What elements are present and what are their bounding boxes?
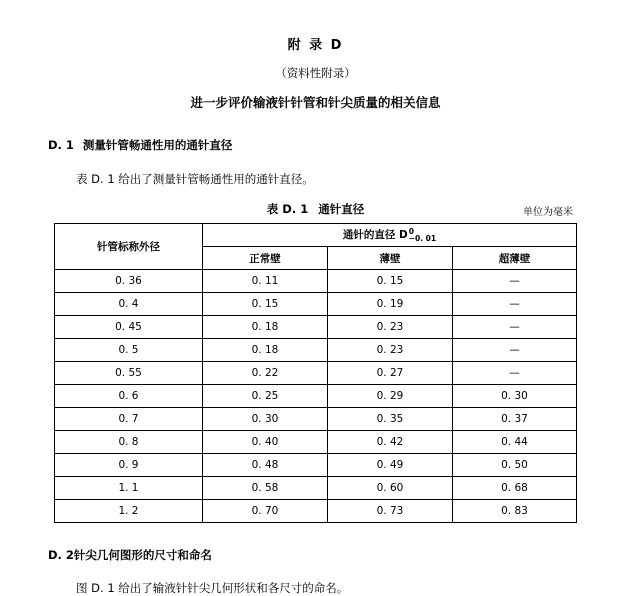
cell-nominal: 0. 7 [54, 408, 202, 431]
cell-normal: 0. 30 [202, 408, 327, 431]
clause-d2-number: D. 2 [48, 548, 74, 562]
cell-thin: 0. 23 [327, 339, 452, 362]
clause-d1-title: 测量针管畅通性用的通针直径 [82, 138, 233, 152]
cell-nominal: 0. 4 [54, 293, 202, 316]
cell-extra-thin: 0. 83 [452, 500, 576, 523]
clause-d1-number: D. 1 [48, 138, 74, 152]
table-header-row-1 [54, 224, 576, 247]
cell-extra-thin: — [452, 316, 576, 339]
cell-thin: 0. 29 [327, 385, 452, 408]
cell-normal: 0. 70 [202, 500, 327, 523]
table-row [54, 454, 576, 477]
cell-normal: 0. 11 [202, 270, 327, 293]
table-row [54, 500, 576, 523]
cell-thin: 0. 19 [327, 293, 452, 316]
header-thin-wall: 薄壁 [327, 247, 452, 270]
table-row [54, 293, 576, 316]
paragraph-d1: 表 D. 1 给出了测量针管畅通性用的通针直径。 [76, 172, 314, 186]
cell-normal: 0. 48 [202, 454, 327, 477]
table-row [54, 385, 576, 408]
cell-thin: 0. 15 [327, 270, 452, 293]
cell-thin: 0. 60 [327, 477, 452, 500]
cell-thin: 0. 49 [327, 454, 452, 477]
cell-nominal: 1. 2 [54, 500, 202, 523]
cell-extra-thin: 0. 68 [452, 477, 576, 500]
cell-extra-thin: — [452, 362, 576, 385]
cell-thin: 0. 42 [327, 431, 452, 454]
table-row [54, 431, 576, 454]
cell-normal: 0. 18 [202, 339, 327, 362]
header-tolerance: 0 −0. 01 [408, 227, 437, 243]
cell-extra-thin: — [452, 339, 576, 362]
needle-diameter-table [54, 223, 577, 523]
clause-d2-title: 针尖几何图形的尺寸和命名 [73, 548, 212, 562]
cell-nominal: 0. 6 [54, 385, 202, 408]
cell-normal: 0. 25 [202, 385, 327, 408]
cell-nominal: 1. 1 [54, 477, 202, 500]
cell-extra-thin: 0. 37 [452, 408, 576, 431]
header-nominal-od: 针管标称外径 [54, 224, 202, 270]
cell-extra-thin: 0. 44 [452, 431, 576, 454]
cell-extra-thin: 0. 30 [452, 385, 576, 408]
cell-thin: 0. 73 [327, 500, 452, 523]
cell-normal: 0. 18 [202, 316, 327, 339]
header-normal-wall: 正常壁 [202, 247, 327, 270]
cell-nominal: 0. 8 [54, 431, 202, 454]
cell-nominal: 0. 36 [54, 270, 202, 293]
cell-nominal: 0. 5 [54, 339, 202, 362]
table-row [54, 477, 576, 500]
table-row [54, 362, 576, 385]
annex-type: （资料性附录） [275, 66, 356, 80]
document-page [0, 34, 631, 595]
cell-nominal: 0. 55 [54, 362, 202, 385]
cell-normal: 0. 40 [202, 431, 327, 454]
clause-d2 [48, 547, 631, 563]
table-caption-number: 表 D. 1 [266, 202, 309, 216]
table-row [54, 408, 576, 431]
header-through-needle-diameter [202, 224, 576, 247]
cell-extra-thin: 0. 50 [452, 454, 576, 477]
cell-extra-thin: — [452, 293, 576, 316]
annex-title: 附 录 D [287, 38, 344, 53]
header-group-text: 通针的直径 D [342, 229, 408, 242]
header-extra-thin-wall: 超薄壁 [452, 247, 576, 270]
cell-thin: 0. 35 [327, 408, 452, 431]
cell-nominal: 0. 45 [54, 316, 202, 339]
cell-normal: 0. 22 [202, 362, 327, 385]
cell-thin: 0. 23 [327, 316, 452, 339]
cell-extra-thin: — [452, 270, 576, 293]
unit-note: 单位为毫米 [523, 207, 573, 218]
table-row [54, 339, 576, 362]
table-caption-row [0, 201, 631, 217]
cell-normal: 0. 58 [202, 477, 327, 500]
cell-thin: 0. 27 [327, 362, 452, 385]
cell-normal: 0. 15 [202, 293, 327, 316]
table-caption-title: 通针直径 [318, 202, 365, 216]
table-row [54, 316, 576, 339]
table-row [54, 270, 576, 293]
cell-nominal: 0. 9 [54, 454, 202, 477]
annex-subject: 进一步评价输液针针管和针尖质量的相关信息 [190, 95, 441, 110]
paragraph-d2: 图 D. 1 给出了输液针针尖几何形状和各尺寸的命名。 [76, 581, 349, 595]
clause-d1 [48, 137, 631, 153]
